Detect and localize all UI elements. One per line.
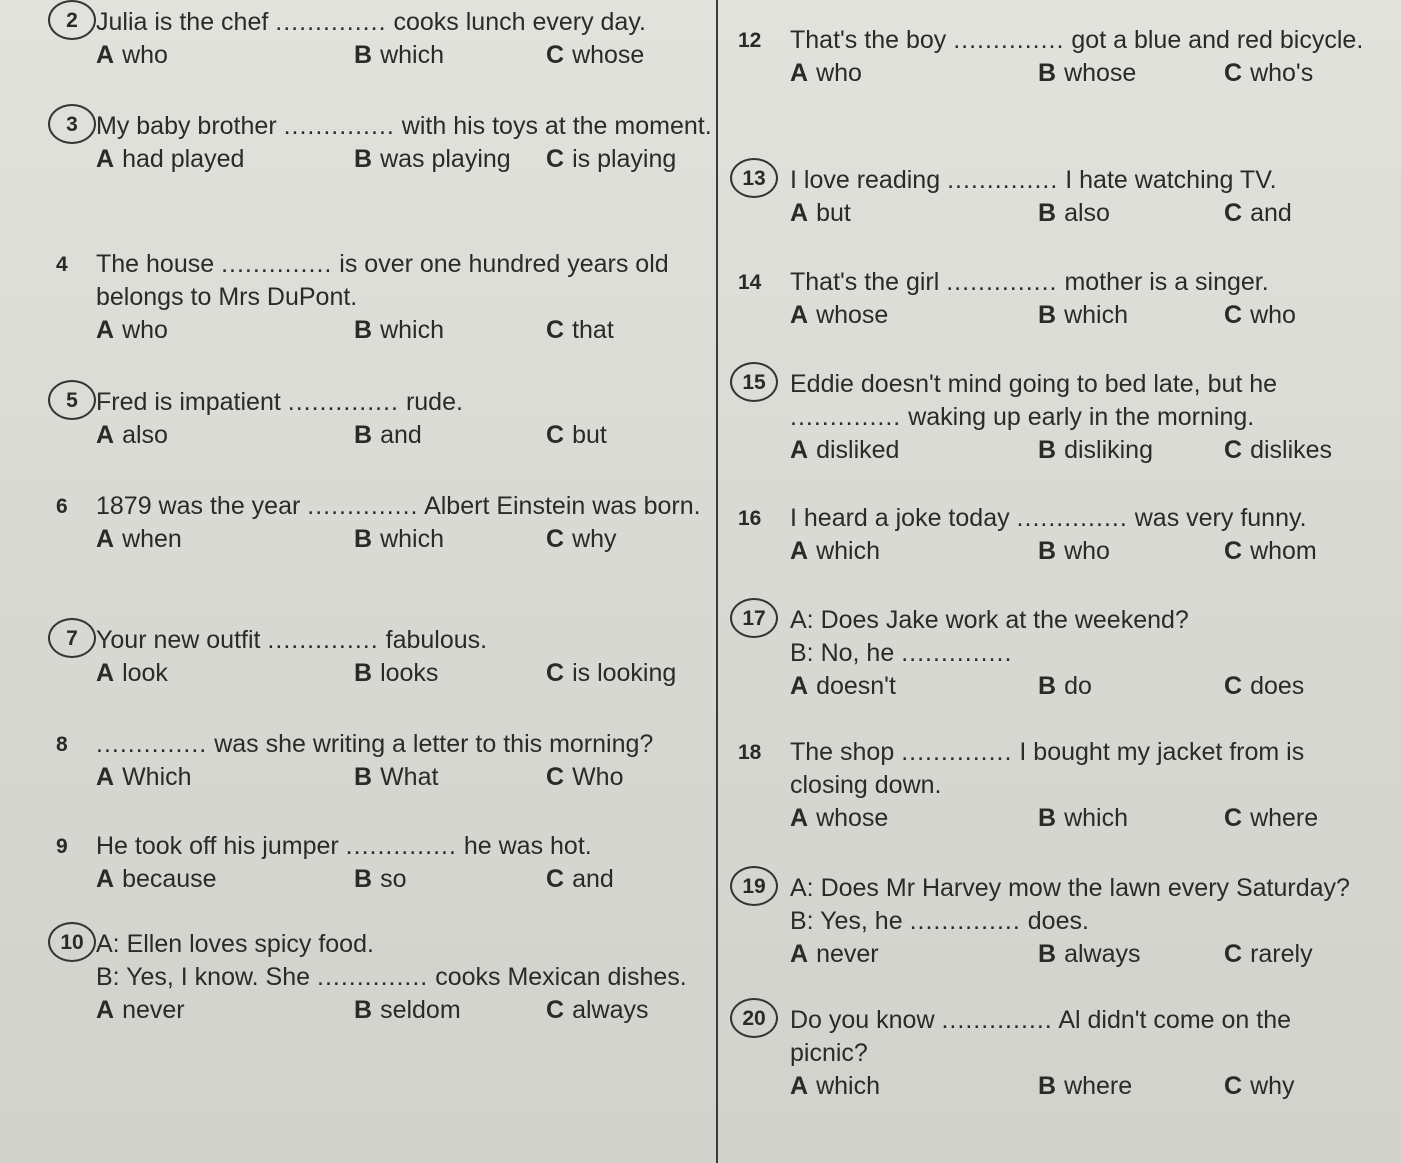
answer-options (790, 197, 1370, 231)
option-c[interactable]: C always (546, 996, 649, 1024)
question-2 (58, 6, 708, 73)
option-c[interactable]: C where (1224, 804, 1319, 832)
answer-blank[interactable]: .............. (275, 8, 387, 36)
question-18 (738, 736, 1370, 836)
question-stem: 17 A: Does Jake work at the weekend? B: No, he .............. (790, 604, 1370, 670)
question-19 (742, 872, 1370, 972)
option-a[interactable]: A who (790, 59, 862, 87)
option-b[interactable]: B which (354, 525, 444, 553)
option-a[interactable]: A who (96, 316, 168, 344)
question-stem: 8 .............. was she writing a letter to this morning? (96, 728, 746, 761)
question-stem: 10 A: Ellen loves spicy food. B: Yes, I know. She .............. cooks Mexican dishes. (96, 928, 746, 994)
answer-options (96, 523, 708, 557)
option-c[interactable]: C and (1224, 199, 1292, 227)
question-stem: 7 Your new outfit .............. fabulous. (96, 624, 746, 657)
option-c[interactable]: C is looking (546, 659, 677, 687)
question-8 (58, 728, 708, 795)
question-number: 5 (48, 380, 96, 420)
question-stem: 20 Do you know .............. Al didn't come on the picnic? (790, 1004, 1370, 1070)
question-stem: 5 Fred is impatient .............. rude. (96, 386, 746, 419)
question-number: 18 (738, 741, 762, 764)
option-b[interactable]: B What (354, 763, 439, 791)
question-number: 10 (48, 922, 96, 962)
option-c[interactable]: C who (1224, 301, 1296, 329)
option-a[interactable]: A whose (790, 301, 889, 329)
option-b[interactable]: B who (1038, 537, 1110, 565)
option-c[interactable]: C but (546, 421, 607, 449)
option-b[interactable]: B also (1038, 199, 1110, 227)
question-stem: 12 That's the boy .............. got a blue and red bicycle. (790, 24, 1370, 57)
option-a[interactable]: A Which (96, 763, 192, 791)
question-5 (58, 386, 708, 453)
question-stem: 2 Julia is the chef .............. cooks lunch every day. (96, 6, 746, 39)
answer-options (790, 1070, 1370, 1104)
question-17 (742, 604, 1370, 704)
answer-blank[interactable]: .............. (1016, 504, 1128, 532)
answer-options (96, 143, 708, 177)
option-b[interactable]: B which (354, 316, 444, 344)
option-a[interactable]: A whose (790, 804, 889, 832)
option-a[interactable]: A but (790, 199, 851, 227)
answer-options (96, 761, 708, 795)
question-6 (58, 490, 708, 557)
question-stem: 15 Eddie doesn't mind going to bed late, but he .............. waking up early in the morning. (790, 368, 1370, 434)
question-4 (58, 248, 708, 348)
answer-options (96, 994, 708, 1028)
option-c[interactable]: C who's (1224, 59, 1314, 87)
answer-blank[interactable]: .............. (283, 112, 395, 140)
question-13 (742, 164, 1370, 231)
question-number: 13 (730, 158, 778, 198)
option-b[interactable]: B and (354, 421, 422, 449)
answer-blank[interactable]: .............. (317, 963, 429, 991)
option-c[interactable]: C dislikes (1224, 436, 1333, 464)
question-number: 17 (730, 598, 778, 638)
answer-options (96, 657, 708, 691)
question-number: 20 (730, 998, 778, 1038)
answer-options (790, 670, 1370, 704)
question-stem: 4 The house .............. is over one hundred years old belongs to Mrs DuPont. (56, 250, 669, 311)
question-3 (58, 110, 712, 177)
answer-options (96, 419, 708, 453)
answer-blank[interactable]: .............. (947, 166, 1059, 194)
answer-blank[interactable]: .............. (901, 639, 1013, 667)
answer-options (96, 314, 708, 348)
answer-blank[interactable]: .............. (345, 832, 457, 860)
question-stem: 9 He took off his jumper .............. he was hot. (96, 830, 746, 863)
answer-options (790, 57, 1370, 91)
answer-options (790, 938, 1370, 972)
question-number: 12 (738, 29, 762, 52)
question-10 (58, 928, 708, 1028)
option-c[interactable]: C why (546, 525, 617, 553)
option-c[interactable]: C is playing (546, 145, 677, 173)
question-14 (738, 266, 1370, 333)
question-number: 7 (48, 618, 96, 658)
answer-options (790, 434, 1370, 468)
option-b[interactable]: B whose (1038, 59, 1137, 87)
answer-options (96, 39, 708, 73)
question-16 (738, 502, 1370, 569)
answer-options (790, 299, 1370, 333)
answer-options (790, 535, 1370, 569)
question-9 (58, 830, 708, 897)
option-b[interactable]: B do (1038, 672, 1092, 700)
option-a[interactable]: A never (790, 940, 879, 968)
question-stem: 14 That's the girl .............. mother is a singer. (790, 266, 1370, 299)
option-c[interactable]: C Who (546, 763, 624, 791)
answer-blank[interactable]: .............. (307, 492, 419, 520)
option-b[interactable]: B was playing (354, 145, 511, 173)
question-7 (58, 624, 708, 691)
option-b[interactable]: B disliking (1038, 436, 1153, 464)
answer-blank[interactable]: .............. (790, 403, 902, 431)
answer-options (790, 802, 1370, 836)
answer-blank[interactable]: .............. (946, 268, 1058, 296)
option-a[interactable]: A never (96, 996, 185, 1024)
option-a[interactable]: A which (790, 1072, 880, 1100)
option-c[interactable]: C and (546, 865, 614, 893)
question-stem: 13 I love reading .............. I hate watching TV. (790, 164, 1370, 197)
question-number: 8 (56, 733, 68, 756)
answer-blank[interactable]: .............. (96, 730, 208, 758)
option-c[interactable]: C rarely (1224, 940, 1313, 968)
option-c[interactable]: C does (1224, 672, 1305, 700)
question-stem: 18 The shop .............. I bought my jacket from is closing down. (738, 738, 1305, 799)
answer-options (96, 863, 708, 897)
answer-blank[interactable]: .............. (953, 26, 1065, 54)
question-number: 9 (56, 835, 68, 858)
question-number: 16 (738, 507, 762, 530)
answer-blank[interactable]: .............. (287, 388, 399, 416)
option-a[interactable]: A who (96, 41, 168, 69)
question-stem: 19 A: Does Mr Harvey mow the lawn every Saturday? B: Yes, he .............. does. (790, 872, 1370, 938)
question-number: 14 (738, 271, 762, 294)
answer-blank[interactable]: .............. (267, 626, 379, 654)
question-stem: 3 My baby brother .............. with his toys at the moment. (96, 110, 746, 143)
question-15 (742, 368, 1370, 468)
question-number: 19 (730, 866, 778, 906)
option-b[interactable]: B where (1038, 1072, 1133, 1100)
question-stem: 6 1879 was the year .............. Albert Einstein was born. (96, 490, 746, 523)
question-number: 3 (48, 104, 96, 144)
answer-blank[interactable]: .............. (909, 907, 1021, 935)
option-b[interactable]: B which (1038, 301, 1128, 329)
option-a[interactable]: A had played (96, 145, 245, 173)
option-b[interactable]: B which (354, 41, 444, 69)
question-number: 6 (56, 495, 68, 518)
option-a[interactable]: A look (96, 659, 168, 687)
question-stem: 16 I heard a joke today .............. was very funny. (790, 502, 1370, 535)
option-c[interactable]: C that (546, 316, 614, 344)
option-c[interactable]: C why (1224, 1072, 1295, 1100)
option-b[interactable]: B always (1038, 940, 1141, 968)
option-a[interactable]: A because (96, 865, 217, 893)
option-a[interactable]: A doesn't (790, 672, 896, 700)
option-a[interactable]: A which (790, 537, 880, 565)
option-c[interactable]: C whom (1224, 537, 1317, 565)
option-b[interactable]: B which (1038, 804, 1128, 832)
question-20 (742, 1004, 1370, 1104)
answer-blank[interactable]: .............. (901, 738, 1013, 766)
answer-blank[interactable]: .............. (221, 250, 333, 278)
option-a[interactable]: A when (96, 525, 182, 553)
option-b[interactable]: B looks (354, 659, 439, 687)
option-c[interactable]: C whose (546, 41, 645, 69)
question-12 (738, 24, 1370, 91)
question-number: 2 (48, 0, 96, 40)
option-b[interactable]: B so (354, 865, 407, 893)
answer-blank[interactable]: .............. (941, 1006, 1053, 1034)
option-b[interactable]: B seldom (354, 996, 461, 1024)
option-a[interactable]: A disliked (790, 436, 900, 464)
option-a[interactable]: A also (96, 421, 168, 449)
question-number: 15 (730, 362, 778, 402)
question-number: 4 (56, 253, 68, 276)
